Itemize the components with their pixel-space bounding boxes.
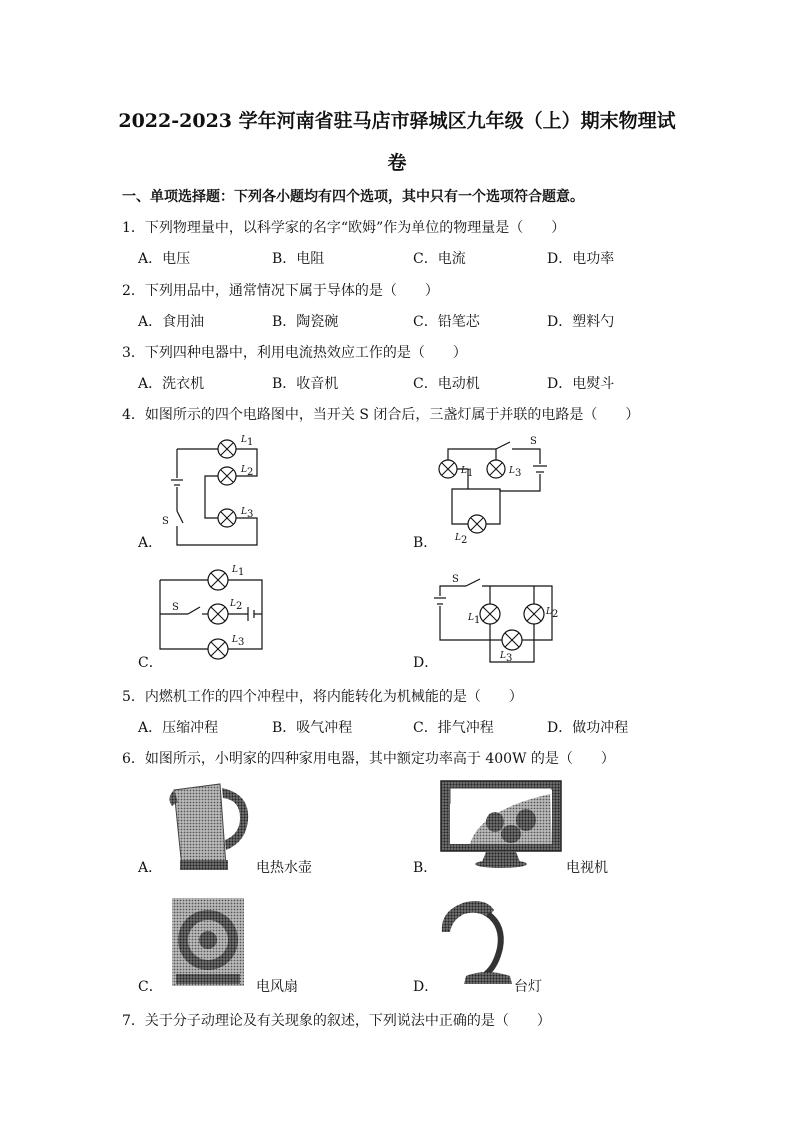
q5-option-b[interactable]: B．吸气冲程	[272, 720, 353, 736]
q3-option-c[interactable]: C．电动机	[413, 376, 480, 392]
lamp-icon	[480, 604, 500, 624]
svg-text:3: 3	[238, 637, 245, 648]
q4-option-c[interactable]: C．	[138, 655, 163, 671]
svg-text:3: 3	[515, 468, 522, 479]
svg-text:2: 2	[236, 601, 243, 612]
svg-text:2: 2	[552, 609, 559, 620]
label-s: S	[452, 574, 459, 585]
label-l1: L	[461, 466, 467, 476]
q5-option-a[interactable]: A．压缩冲程	[138, 720, 219, 736]
lamp-icon	[218, 509, 236, 527]
question-6: 6．如图所示，小明家的四种家用电器，其中额定功率高于 400W 的是（ ）	[122, 751, 615, 767]
svg-text:1: 1	[467, 468, 474, 479]
svg-text:1: 1	[247, 437, 254, 448]
q1-option-d[interactable]: D．电功率	[547, 251, 615, 267]
lamp-icon	[502, 630, 522, 650]
lamp-icon	[218, 467, 236, 485]
svg-text:2: 2	[461, 535, 468, 546]
page-title-line2: 卷	[387, 152, 407, 174]
caption-tv: 电视机	[566, 860, 608, 876]
label-s: S	[162, 516, 169, 527]
q4-option-d[interactable]: D．	[413, 655, 439, 671]
electric-kettle-image	[168, 780, 253, 872]
lamp-icon	[468, 515, 486, 533]
label-l1: L	[468, 613, 474, 623]
q6-option-b[interactable]: B．	[413, 860, 438, 876]
q2-option-c[interactable]: C．铅笔芯	[413, 314, 480, 330]
electric-fan-image	[170, 896, 246, 988]
label-l1: L	[232, 565, 238, 575]
circuit-diagram-a	[150, 436, 280, 548]
label-l2: L	[455, 533, 461, 543]
lamp-icon	[218, 440, 236, 458]
lamp-icon	[487, 460, 505, 478]
question-3: 3．下列四种电器中，利用电流热效应工作的是（ ）	[122, 345, 467, 361]
q4-option-b[interactable]: B．	[413, 535, 438, 551]
page-title-line1: 2022-2023 学年河南省驻马店市驿城区九年级（上）期末物理试	[118, 110, 676, 132]
question-4: 4．如图所示的四个电路图中，当开关 S 闭合后，三盏灯属于并联的电路是（ ）	[122, 407, 640, 423]
q2-option-a[interactable]: A．食用油	[138, 314, 205, 330]
svg-text:2: 2	[247, 467, 254, 478]
circuit-diagram-b	[430, 436, 560, 548]
question-7: 7．关于分子动理论及有关现象的叙述，下列说法中正确的是（ ）	[122, 1013, 551, 1029]
q2-option-b[interactable]: B．陶瓷碗	[272, 314, 339, 330]
q6-option-c[interactable]: C．	[138, 979, 163, 995]
q5-option-c[interactable]: C．排气冲程	[413, 720, 494, 736]
svg-text:3: 3	[506, 653, 513, 664]
q2-option-d[interactable]: D．塑料勺	[547, 314, 615, 330]
caption-desk-lamp: 台灯	[514, 979, 542, 995]
label-l2: L	[546, 607, 552, 617]
caption-fan: 电风扇	[256, 979, 298, 995]
question-2: 2．下列用品中，通常情况下属于导体的是（ ）	[122, 283, 439, 299]
label-s: S	[172, 602, 179, 613]
q1-option-a[interactable]: A．电压	[138, 251, 191, 267]
label-l3: L	[500, 651, 506, 661]
question-1: 1．下列物理量中，以科学家的名字“欧姆”作为单位的物理量是（ ）	[122, 220, 566, 236]
q3-option-a[interactable]: A．洗衣机	[138, 376, 205, 392]
svg-text:1: 1	[238, 567, 245, 578]
label-s: S	[530, 436, 537, 447]
desk-lamp-image	[438, 896, 518, 988]
lamp-icon	[524, 604, 544, 624]
q5-option-d[interactable]: D．做功冲程	[547, 720, 629, 736]
q3-option-d[interactable]: D．电熨斗	[547, 376, 615, 392]
svg-text:3: 3	[247, 509, 254, 520]
label-l2: L	[241, 465, 247, 475]
label-l3: L	[509, 466, 515, 476]
television-image	[440, 780, 562, 870]
question-5: 5．内燃机工作的四个冲程中，将内能转化为机械能的是（ ）	[122, 689, 523, 705]
svg-text:1: 1	[474, 615, 481, 626]
label-l3: L	[232, 635, 238, 645]
q6-option-a[interactable]: A．	[138, 860, 163, 876]
q1-option-b[interactable]: B．电阻	[272, 251, 325, 267]
lamp-icon	[439, 460, 457, 478]
q6-option-d[interactable]: D．	[413, 979, 439, 995]
section-heading: 一、单项选择题：下列各小题均有四个选项，其中只有一个选项符合题意。	[122, 189, 584, 205]
lamp-icon	[208, 604, 228, 624]
q1-option-c[interactable]: C．电流	[413, 251, 466, 267]
label-l1: L	[241, 435, 247, 445]
circuit-diagram-d	[430, 566, 560, 671]
label-l2: L	[230, 599, 236, 609]
label-l3: L	[241, 507, 247, 517]
caption-kettle: 电热水壶	[256, 860, 312, 876]
lamp-icon	[208, 639, 228, 659]
lamp-icon	[208, 570, 228, 590]
q3-option-b[interactable]: B．收音机	[272, 376, 339, 392]
q4-option-a[interactable]: A．	[138, 535, 163, 551]
circuit-diagram-c	[150, 564, 280, 669]
